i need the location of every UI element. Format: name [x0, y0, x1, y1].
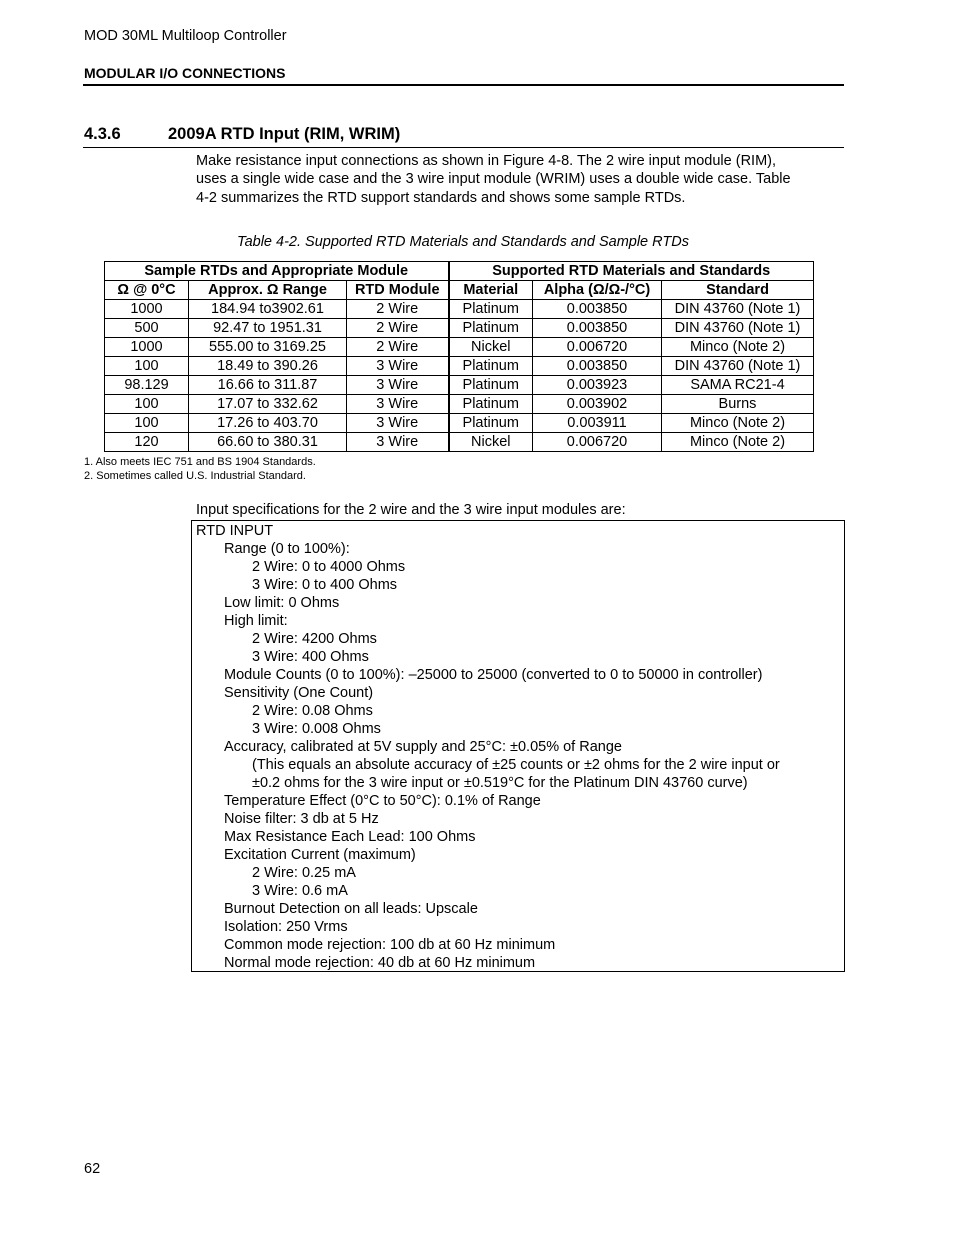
table-cell: 0.003923 — [533, 376, 662, 395]
table-cell: 0.003902 — [533, 395, 662, 414]
section-title: 2009A RTD Input (RIM, WRIM) — [168, 125, 401, 143]
table-row — [105, 338, 814, 357]
table-cell: Platinum — [449, 300, 533, 319]
spec-line: Excitation Current (maximum) — [224, 847, 416, 863]
table-cell: 555.00 to 3169.25 — [189, 338, 347, 357]
col-header-ohms-at-0c: Ω @ 0°C — [105, 281, 189, 300]
spec-line: Isolation: 250 Vrms — [224, 919, 348, 935]
table-group-header-row — [105, 262, 814, 281]
table-cell: 98.129 — [105, 376, 189, 395]
intro-line: uses a single wide case and the 3 wire input module (WRIM) uses a double wide case. Table — [196, 171, 791, 188]
table-cell: 0.006720 — [533, 338, 662, 357]
spec-line: 2 Wire: 0.08 Ohms — [252, 703, 373, 719]
table-cell: 100 — [105, 414, 189, 433]
spec-line: 3 Wire: 400 Ohms — [252, 649, 369, 665]
intro-line: 4-2 summarizes the RTD support standards and shows some sample RTDs. — [196, 189, 686, 206]
table-cell: DIN 43760 (Note 1) — [662, 300, 814, 319]
table-cell: Platinum — [449, 395, 533, 414]
table-cell: 17.26 to 403.70 — [189, 414, 347, 433]
table-cell: SAMA RC21-4 — [662, 376, 814, 395]
table-cell: Minco (Note 2) — [662, 433, 814, 452]
spec-line: (This equals an absolute accuracy of ±25 counts or ±2 ohms for the 2 wire input or — [252, 757, 780, 773]
spec-line: 3 Wire: 0 to 400 Ohms — [252, 577, 398, 593]
spec-intro: Input specifications for the 2 wire and the 3 wire input modules are: — [196, 502, 626, 518]
spec-line: 3 Wire: 0.6 mA — [252, 883, 348, 899]
spec-line: 2 Wire: 0 to 4000 Ohms — [252, 559, 406, 575]
table-note: 1. Also meets IEC 751 and BS 1904 Standards. — [84, 456, 316, 468]
spec-line: Low limit: 0 Ohms — [224, 595, 340, 611]
header-divider — [83, 84, 844, 86]
spec-line: Noise filter: 3 db at 5 Hz — [224, 811, 379, 827]
table-cell: 500 — [105, 319, 189, 338]
table-cell: Platinum — [449, 319, 533, 338]
spec-line: Sensitivity (One Count) — [224, 685, 374, 701]
col-header-approx-range: Approx. Ω Range — [189, 281, 347, 300]
table-cell: 120 — [105, 433, 189, 452]
table-note: 2. Sometimes called U.S. Industrial Standard. — [84, 470, 306, 482]
spec-list — [196, 522, 780, 972]
table-cell: Nickel — [449, 433, 533, 452]
group-header-supported-materials: Supported RTD Materials and Standards — [449, 262, 814, 281]
page-number: 62 — [84, 1161, 101, 1177]
table-cell: 100 — [105, 357, 189, 376]
section-header: MODULAR I/O CONNECTIONS — [84, 65, 286, 81]
table-cell: 17.07 to 332.62 — [189, 395, 347, 414]
spec-line: Range (0 to 100%): — [224, 541, 350, 557]
group-header-sample-rtds: Sample RTDs and Appropriate Module — [105, 262, 449, 281]
intro-line: Make resistance input connections as shown in Figure 4-8. The 2 wire input module (RIM), — [196, 153, 777, 169]
spec-line: 3 Wire: 0.008 Ohms — [252, 721, 381, 737]
table-body — [105, 300, 814, 452]
section-divider — [83, 147, 844, 148]
table-cell: 1000 — [105, 300, 189, 319]
col-header-material: Material — [449, 281, 533, 300]
col-header-standard: Standard — [662, 281, 814, 300]
spec-line: High limit: — [224, 613, 288, 629]
table-cell: 100 — [105, 395, 189, 414]
table-cell: 3 Wire — [347, 433, 449, 452]
table-cell: 1000 — [105, 338, 189, 357]
table-cell: 18.49 to 390.26 — [189, 357, 347, 376]
spec-line: Accuracy, calibrated at 5V supply and 25°C: ±0.05% of Range — [224, 739, 622, 755]
spec-line: Common mode rejection: 100 db at 60 Hz minimum — [224, 937, 556, 953]
table-cell: DIN 43760 (Note 1) — [662, 357, 814, 376]
table-row — [105, 395, 814, 414]
table-cell: Nickel — [449, 338, 533, 357]
spec-line: Max Resistance Each Lead: 100 Ohms — [224, 829, 476, 845]
table-caption: Table 4-2. Supported RTD Materials and Standards and Sample RTDs — [237, 234, 689, 250]
table-row — [105, 357, 814, 376]
table-cell: Platinum — [449, 376, 533, 395]
spec-line: 2 Wire: 0.25 mA — [252, 865, 356, 881]
rtd-table — [104, 261, 814, 452]
table-cell: 2 Wire — [347, 319, 449, 338]
table-cell: 2 Wire — [347, 338, 449, 357]
table-row — [105, 300, 814, 319]
table-cell: Minco (Note 2) — [662, 414, 814, 433]
table-cell: 184.94 to3902.61 — [189, 300, 347, 319]
table-cell: 3 Wire — [347, 376, 449, 395]
table-cell: 3 Wire — [347, 414, 449, 433]
intro-paragraph — [196, 152, 846, 207]
table-cell: 3 Wire — [347, 357, 449, 376]
table-cell: 0.003850 — [533, 319, 662, 338]
spec-line: Temperature Effect (0°C to 50°C): 0.1% of Range — [224, 793, 541, 809]
table-row — [105, 414, 814, 433]
document-title: MOD 30ML Multiloop Controller — [84, 28, 287, 44]
spec-line: RTD INPUT — [196, 523, 274, 539]
table-cell: 0.003850 — [533, 300, 662, 319]
table-cell: Minco (Note 2) — [662, 338, 814, 357]
table-cell: 3 Wire — [347, 395, 449, 414]
spec-line: Normal mode rejection: 40 db at 60 Hz minimum — [224, 955, 536, 971]
table-cell: Platinum — [449, 357, 533, 376]
table-cell: Platinum — [449, 414, 533, 433]
table-cell: 66.60 to 380.31 — [189, 433, 347, 452]
spec-line: ±0.2 ohms for the 3 wire input or ±0.519°C for the Platinum DIN 43760 curve) — [252, 775, 748, 791]
table-row — [105, 433, 814, 452]
table-cell: 0.006720 — [533, 433, 662, 452]
table-cell: 2 Wire — [347, 300, 449, 319]
table-row — [105, 319, 814, 338]
table-cell: 0.003850 — [533, 357, 662, 376]
col-header-rtd-module: RTD Module — [347, 281, 449, 300]
table-cell: 92.47 to 1951.31 — [189, 319, 347, 338]
table-cell: 16.66 to 311.87 — [189, 376, 347, 395]
section-number: 4.3.6 — [84, 125, 121, 143]
spec-line: Module Counts (0 to 100%): –25000 to 25000 (converted to 0 to 50000 in controller) — [224, 667, 763, 683]
spec-line: Burnout Detection on all leads: Upscale — [224, 901, 478, 917]
spec-line: 2 Wire: 4200 Ohms — [252, 631, 377, 647]
table-cell: Burns — [662, 395, 814, 414]
col-header-alpha: Alpha (Ω/Ω-/°C) — [533, 281, 662, 300]
table-cell: DIN 43760 (Note 1) — [662, 319, 814, 338]
table-row — [105, 376, 814, 395]
table-cell: 0.003911 — [533, 414, 662, 433]
table-column-header-row — [105, 281, 814, 300]
